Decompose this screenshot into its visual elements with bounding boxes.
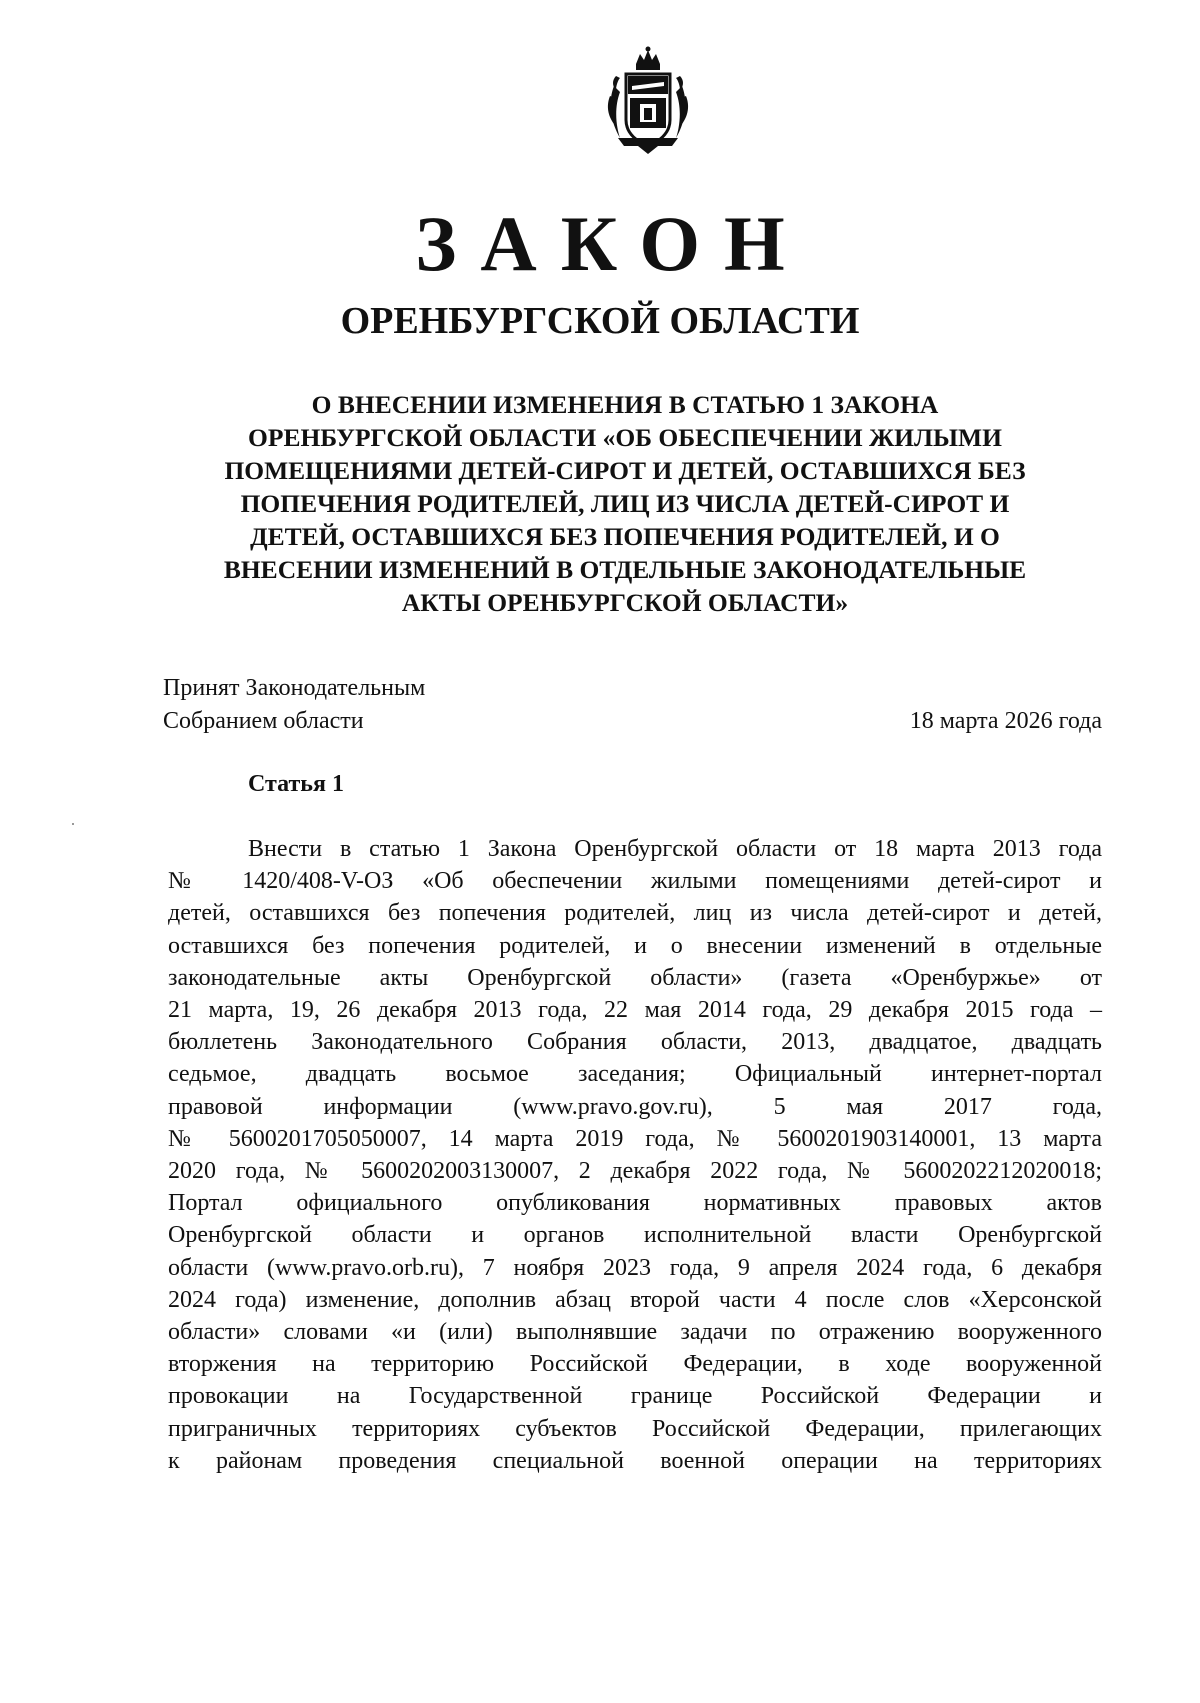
body-line: к районам проведения специальной военной операции на территориях <box>168 1447 1102 1474</box>
law-title-line: ВНЕСЕНИИ ИЗМЕНЕНИЙ В ОТДЕЛЬНЫЕ ЗАКОНОДАТЕЛЬНЫЕ <box>223 555 1027 584</box>
adoption-note <box>163 672 425 738</box>
law-title-line: ОРЕНБУРГСКОЙ ОБЛАСТИ «ОБ ОБЕСПЕЧЕНИИ ЖИЛЫМИ <box>248 423 1002 452</box>
body-line: Портал официального опубликования нормативных правовых актов <box>168 1190 1102 1217</box>
adoption-line: Собранием области <box>163 708 364 734</box>
body-line: Оренбургской области и органов исполнительной власти Оренбургской <box>168 1222 1102 1249</box>
body-line: Внести в статью 1 Закона Оренбургской области от 18 марта 2013 года <box>248 836 1102 862</box>
body-line: приграничных территориях субъектов Российской Федерации, прилегающих <box>168 1415 1102 1442</box>
body-line: № 1420/408-V-ОЗ «Об обеспечении жилыми помещениями детей-сирот и <box>168 868 1102 895</box>
article-heading: Статья 1 <box>248 771 344 797</box>
body-line: законодательные акты Оренбургской области» (газета «Оренбуржье» от <box>168 964 1102 991</box>
body-line: области» словами «и (или) выполнявшие задачи по отражению вооруженного <box>168 1319 1102 1346</box>
article-body <box>168 833 1102 1477</box>
body-line: оставшихся без попечения родителей, и о внесении изменений в отдельные <box>168 932 1102 959</box>
body-line: бюллетень Законодательного Собрания области, 2013, двадцатое, двадцать <box>168 1029 1102 1056</box>
body-line: правовой информации (www.pravo.gov.ru), 5 мая 2017 года, <box>168 1093 1102 1120</box>
body-line: седьмое, двадцать восьмое заседания; Официальный интернет-портал <box>168 1061 1102 1088</box>
body-line: провокации на Государственной границе Российской Федерации и <box>168 1383 1102 1410</box>
body-line: 2024 года) изменение, дополнив абзац второй части 4 после слов «Херсонской <box>168 1286 1102 1313</box>
body-line: № 5600201705050007, 14 марта 2019 года, № 5600201903140001, 13 марта <box>168 1125 1102 1152</box>
body-line: области (www.pravo.orb.ru), 7 ноября 2023 года, 9 апреля 2024 года, 6 декабря <box>168 1254 1102 1281</box>
law-title-line: ПОПЕЧЕНИЯ РОДИТЕЛЕЙ, ЛИЦ ИЗ ЧИСЛА ДЕТЕЙ-СИРОТ И <box>240 489 1010 518</box>
scan-speck <box>72 823 74 825</box>
law-title-line: ДЕТЕЙ, ОСТАВШИХСЯ БЕЗ ПОПЕЧЕНИЯ РОДИТЕЛЕЙ, И О <box>250 522 1000 551</box>
law-title-line: АКТЫ ОРЕНБУРГСКОЙ ОБЛАСТИ» <box>401 588 849 617</box>
law-title-line: ПОМЕЩЕНИЯМИ ДЕТЕЙ-СИРОТ И ДЕТЕЙ, ОСТАВШИХСЯ БЕЗ <box>224 456 1026 485</box>
body-line: детей, оставшихся без попечения родителей, лиц из числа детей-сирот и детей, <box>168 900 1102 927</box>
orenburg-coat-of-arms-icon <box>606 46 690 154</box>
law-title <box>170 388 1080 619</box>
adoption-date: 18 марта 2026 года <box>909 708 1102 734</box>
body-line: вторжения на территорию Российской Федерации, в ходе вооруженной <box>168 1351 1102 1378</box>
body-line: 2020 года, № 5600202003130007, 2 декабря 2022 года, № 5600202212020018; <box>168 1158 1102 1185</box>
region-heading: ОРЕНБУРГСКОЙ ОБЛАСТИ <box>340 300 860 342</box>
law-title-line: О ВНЕСЕНИИ ИЗМЕНЕНИЯ В СТАТЬЮ 1 ЗАКОНА <box>311 390 939 419</box>
law-heading: ЗАКОН <box>415 200 809 287</box>
adoption-line: Принят Законодательным <box>163 675 426 701</box>
body-line: 21 марта, 19, 26 декабря 2013 года, 22 мая 2014 года, 29 декабря 2015 года – <box>168 997 1102 1024</box>
